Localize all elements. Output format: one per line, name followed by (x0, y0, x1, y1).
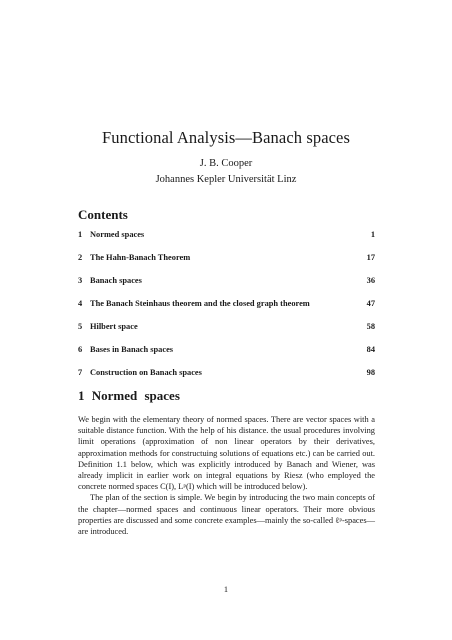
toc-entry (78, 299, 375, 310)
toc-entry-page: 84 (366, 345, 375, 354)
toc-entry-number: 1 (78, 230, 83, 239)
section-body (78, 414, 375, 537)
toc-entry (78, 345, 375, 356)
toc-entry (78, 253, 375, 264)
toc-entry (78, 230, 375, 241)
toc-entry-page: 58 (366, 322, 375, 331)
paper-title: Functional Analysis—Banach spaces (101, 128, 350, 147)
toc-entry-page: 17 (366, 253, 375, 262)
toc-entry-page: 98 (366, 368, 375, 377)
body-paragraph: We begin with the elementary theory of normed spaces. There are vector spaces with a suitable distance function. With the help of his distance. the usual procedures involving limit operations (approximation of non linear operators by their derivatives, approximation methods for constructuing solutions of equations etc.) can be carried out. Definition 1.1 below, which was explicitly introduced by Banach and Wiener, was already implicit in earlier work on integral equations by Riesz (who employed the concrete normed spaces C(I), Lᵖ(I) which will be introduced below). (78, 415, 375, 492)
toc-entry-title: Normed spaces (90, 230, 145, 239)
section-title: Normed spaces (91, 388, 180, 403)
toc-entry (78, 368, 375, 379)
toc-entry-number: 6 (78, 345, 83, 354)
body-paragraph: The plan of the section is simple. We begin by introducing the two main concepts of the chapter—normed spaces and continuous linear operators. Their more obvious properties are discussed and some concrete examples—mainly the so-called ℓᵖ-spaces—are introduced. (78, 493, 375, 537)
toc-entry-title: Construction on Banach spaces (90, 368, 202, 377)
table-of-contents (78, 230, 375, 379)
toc-entry-number: 7 (78, 368, 83, 377)
toc-entry (78, 322, 375, 333)
toc-entry-title: The Banach Steinhaus theorem and the closed graph theorem (90, 299, 310, 308)
toc-entry-number: 3 (78, 276, 83, 285)
toc-entry-page: 36 (366, 276, 375, 285)
toc-entry-number: 4 (78, 299, 83, 308)
section-number: 1 (78, 388, 85, 403)
toc-entry-title: Bases in Banach spaces (90, 345, 174, 354)
section-heading (78, 388, 180, 404)
toc-entry-title: Banach spaces (90, 276, 142, 285)
page-number: 1 (223, 585, 229, 594)
toc-entry-page: 1 (370, 230, 375, 239)
toc-entry-number: 5 (78, 322, 83, 331)
toc-entry-title: Hilbert space (90, 322, 138, 331)
author-affiliation: Johannes Kepler Universität Linz (155, 174, 297, 185)
toc-entry-page: 47 (366, 299, 375, 308)
toc-entry-number: 2 (78, 253, 83, 262)
toc-entry (78, 276, 375, 287)
toc-entry-title: The Hahn-Banach Theorem (90, 253, 191, 262)
author-name: J. B. Cooper (199, 158, 253, 169)
contents-heading: Contents (78, 207, 128, 222)
